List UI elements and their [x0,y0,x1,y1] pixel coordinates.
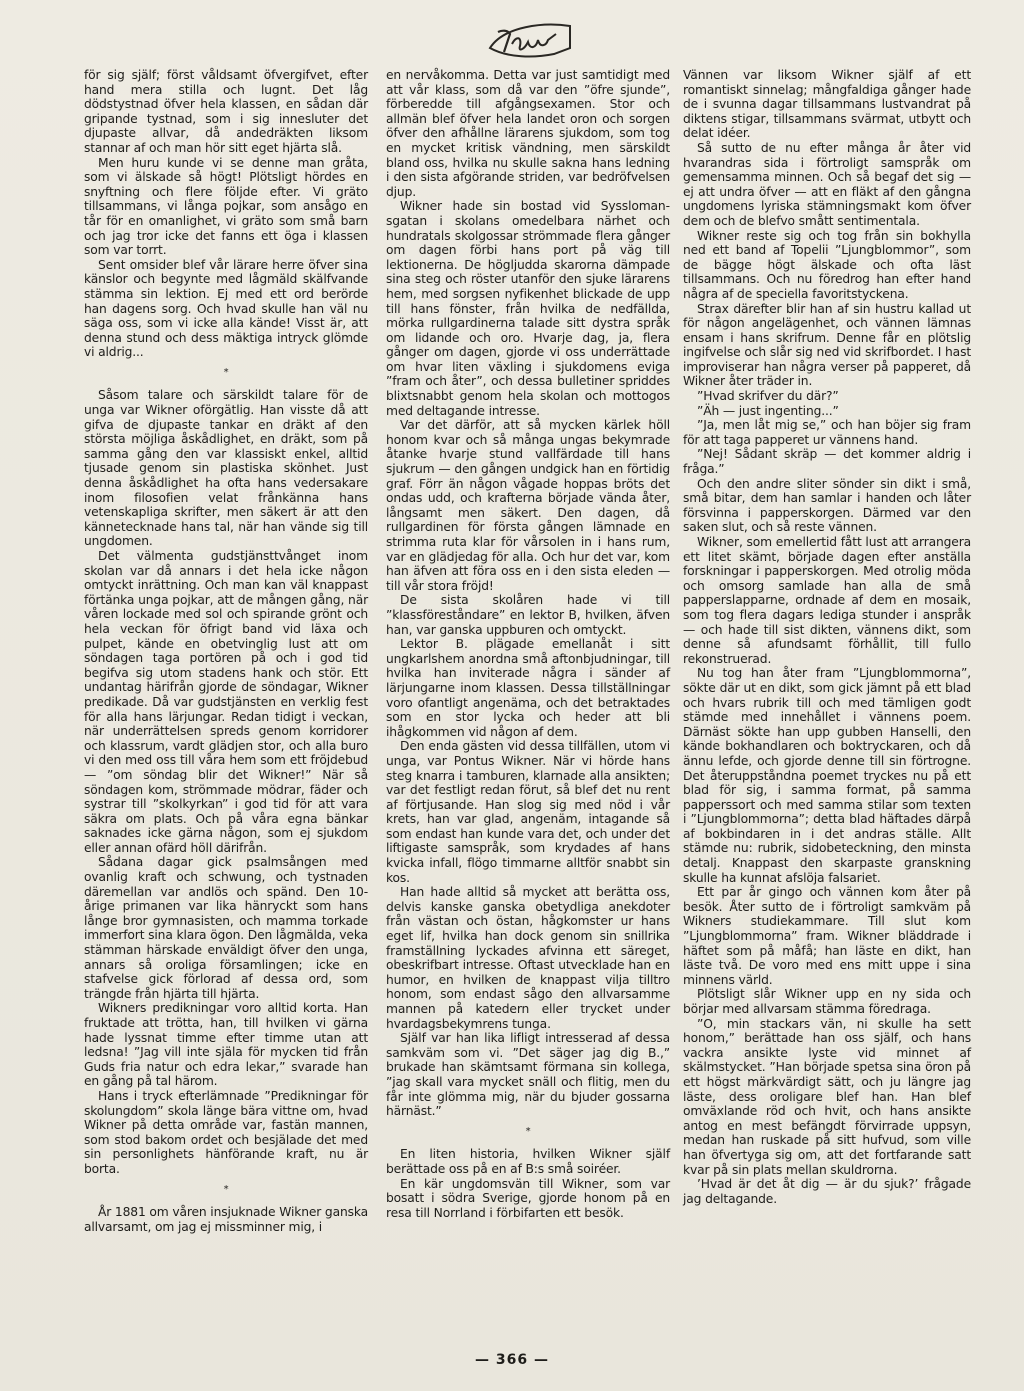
body-paragraph: Själf var han lika lifligt intresserad af dessa samkväm som vi. ”Det säger jag dig B.,” brukade han skämtsamt förmana sin kollega, ”jag skall vara mycket snäll och flitig, men du får inte glömma mig, när du bjuder gossarna härnäst.” [386,1031,670,1119]
body-paragraph: Strax därefter blir han af sin hustru kallad ut för någon angelägenhet, och vännen lämnas ensam i hans skrifrum. Denne får en plötslig ingifvelse och slår sig ned vid skrifbordet. I hast improviserar han några verser på papperet, då Wikner åter träder in. [683,301,971,389]
idun-logo-icon [484,18,576,64]
body-paragraph: ”Nej! Sådant skräp — det kommer aldrig i fråga.” [683,447,971,477]
masthead-logo [484,18,576,64]
body-paragraph: Var det därför, att så mycken kärlek höll honom kvar och så många ungas bekymrade åtanke hvarje stund vallfärdade till hans sjukrum — den gången undgick han en förtidig graf. Förr än någon vågade hoppas bröts det ondas udd, och krafterna började vända åter, långsamt men säkert. Den dagen, då rullgardinen för första gången lämnade en strimma ruta klar för vårsolen in i hans rum, var en glädjedag för alla. Och hur det var, kom han äfven att föra oss en i den sista eleden — till vår stora fröjd! [386,418,670,593]
body-paragraph: Sent omsider blef vår lärare herre öfver sina känslor och begynte med lågmäld skälfvande stämma sin lektion. Ej med ett ord berörde han dagens sorg. Och hvad skulle han väl nu säga oss, som vi icke alla kände! Visst är, att denna stund och dess mäktiga intryck glömde vi aldrig... [84,257,368,360]
body-paragraph: Så sutto de nu efter många år åter vid hvarandras sida i förtroligt samspråk om gemensamma minnen. Och så begaf det sig — ej att undra öfver — att en fläkt af den gångna ungdomens lyriska stämningsmakt kom öfver dem och de blefvo smått sentimentala. [683,140,971,228]
body-paragraph: En kär ungdomsvän till Wikner, som var bosatt i södra Sverige, gjorde honom på en resa till Norrland i förbifarten ett besök. [386,1176,670,1220]
section-divider-star: * [525,1125,531,1137]
body-paragraph: Sådana dagar gick psalmsången med ovanlig kraft och schwung, och tystnaden däremellan var andlös och spänd. Den 10-årige primanen var lika hänryckt som hans långe bror gymnasisten, och mamma torkade immerfort sina klara ögon. Den lågmälda, veka stämman härskade enväldigt öfver den unga, annars så oroliga församlingen; icke en stafvelse gick förlorad af dessa ord, som trängde från hjärta till hjärta. [84,855,368,1001]
body-paragraph: Wikners predikningar voro alltid korta. Han fruktade att trötta, han, till hvilken vi gärna hade lyssnat timme efter timme utan att ledsna! ”Jag vill inte själa för mycken tid från Guds fria natur och edra lekar,” svarade han en gång på tal härom. [84,1001,368,1089]
body-paragraph: Wikner hade sin bostad vid Sysslomansgatan i skolans omedelbara närhet och hundratals skolgossar strömmade flera gånger om dagen förbi hans port på väg till lektionerna. De högljudda skarorna dämpade sina steg och röster utanför den sjuke lärarens hem, med sorgsen nyfikenhet blickade de upp till hans fönster, från hvilka de nedfällda, mörka rullgardinerna talade sitt dystra språk om lidande och oro. Hvarje dag, ja, flera gånger om dagen, gjorde vi oss underrättade om hvar liten växling i sjukdomens eviga ”fram och åter”, och dessa bulletiner spriddes blixtsnabbt genom hela skolan och mottogos med deltagande intresse. [386,199,670,418]
body-paragraph: Såsom talare och särskildt talare för de unga var Wikner oförgätlig. Han visste då att gifva de djupaste tankar en dräkt af den största möjliga åskådlighet, en dräkt, som på samma gång den var klassiskt enkel, alltid tjusade genom sin plastiska skönhet. Just denna åskådlighet ha ofta hans vedersakare inom filosofien velat frånkänna hans vetenskapliga skrifter, men säkert är att den kännetecknade hans tal, när han vände sig till ungdomen. [84,388,368,549]
body-paragraph: Och den andre sliter sönder sin dikt i små, små bitar, dem han samlar i handen och låter försvinna i papperskorgen. Därmed var den saken slut, och så reste vännen. [683,476,971,535]
logo-text: Idun [513,33,547,49]
body-paragraph: Det välmenta gudstjänsttvånget inom skolan var då annars i det hela icke någon omtyckt inrättning. Och man kan väl knappast förtänka unga pojkar, att de mången gång, när våren lockade med sol och spirande grönt och hela veckan för öfrigt band vid läxa och pulpet, kände en obetvinglig lust att om söndagen taga portören på och i god tid begifva sig utom stadens hank och stör. Ett undantag härifrån gjorde de söndagar, Wikner predikade. Då var gudstjänsten en verklig fest för alla hans lärjungar. Redan tidigt i veckan, när underrättelsen spreds genom korridorer och klassrum, vardt glädjen stor, och alla buro vi den med oss till våra hem som ett fröjdebud — ”om söndag blir det Wikner!” När så söndagen kom, strömmade mödrar, fäder och systrar till ”skolkyrkan” i god tid för att vara säkra om plats. Och på våra egna bänkar saknades icke gärna någon, som ej sjukdom eller annan ofärd höll därifrån. [84,549,368,855]
body-paragraph: En liten historia, hvilken Wikner själf berättade oss på en af B:s små soiréer. [386,1147,670,1176]
body-paragraph: År 1881 om våren insjuknade Wikner ganska allvarsamt, om jag ej missminner mig, i [84,1205,368,1234]
body-paragraph: Hans i tryck efterlämnade ”Predikningar för skolungdom” skola länge bära vittne om, hvad Wikner på detta område var, fastän mannen, som stod bakom ordet och besjälade det med sin personlighets hänförande kraft, nu är borta. [84,1088,368,1176]
text-column-1 [84,68,368,1234]
body-paragraph: ”Äh — just ingenting...” [697,403,839,418]
body-paragraph: en nervåkomma. Detta var just samtidigt med att vår klass, som då var den ”öfre sjunde”, förberedde till afgångsexamen. Stor och allmän blef öfver hela landet oron och sorgen öfver den afhållne lärarens sjukdom, som tog en mycket kritisk vändning, men särskildt bland oss, hvilka nu skulle sakna hans ledning i den sista afgörande striden, var bedröfvelsen djup. [386,68,670,199]
body-paragraph: ”O, min stackars vän, ni skulle ha sett honom,” berättade han oss själf, och hans vackra ansikte lyste vid minnet af skälmstycket. ”Han började spetsa sina öron på ett högst märkvärdigt sätt, och ju längre jag läste, dess oroligare blef han. Han blef omväxlande röd och hvit, och hans ansikte antog en mest befängdt förvirrade uppsyn, medan han ruskade på sitt hufvud, som ville han öfvertyga sig om, att det fortfarande satt kvar på sin plats mellan skuldrorna. [683,1016,971,1177]
body-paragraph: Wikner reste sig och tog från sin bokhylla ned ett band af Topelii ”Ljungblommor”, som de bägge högt älskade och ofta läst tillsammans. Och nu föredrog han efter hand några af de speciella favoritstyckena. [683,228,971,301]
body-paragraph: Vännen var liksom Wikner själf af ett romantiskt sinnelag; mångfaldiga gånger hade de i svunna dagar tillsammans lustvandrat på diktens stigar, tillsammans svärmat, utbytt och delat idéer. [683,68,971,141]
body-paragraph: för sig själf; först våldsamt öfvergifvet, efter hand mera stilla och lugnt. Det låg dödstystnad öfver hela klassen, en sådan där gripande tystnad, som i sig innesluter det djupaste allvar, då andedräkten liksom stannar af och man hör sitt eget hjärta slå. [84,68,368,155]
body-paragraph: ’Hvad är det åt dig — är du sjuk?’ frågade jag deltagande. [683,1177,971,1206]
body-paragraph: ”Hvad skrifver du där?” [697,389,839,404]
page-number: — 366 — [475,1352,549,1368]
body-paragraph: Den enda gästen vid dessa tillfällen, utom vi unga, var Pontus Wikner. När vi hörde hans steg knarra i tamburen, klarnade alla ansikten; var det festligt redan förut, så blef det nu rent af förtjusande. Han slog sig med nöd i vår krets, han var glad, angenäm, intagande så som endast han kunde vara det, och under det liftigaste samspråk, som krydades af hans kvicka infall, flögo timmarne alltför snabbt sin kos. [386,739,670,885]
text-column-2 [386,68,670,1220]
body-paragraph: Plötsligt slår Wikner upp en ny sida och börjar med allvarsam stämma föredraga. [683,987,971,1016]
body-paragraph: Men huru kunde vi se denne man gråta, som vi älskade så högt! Plötsligt hördes en snyftning och flere följde efter. Vi gräto tillsammans, vi långa pojkar, som ansågo en tår för en omanlighet, vi gräto som små barn och jag tror icke det fanns ett öga i klassen som var torrt. [84,155,368,258]
section-divider-star: * [223,1183,229,1195]
body-paragraph: De sista skolåren hade vi till ”klassföreståndare” en lektor B, hvilken, äfven han, var ganska uppburen och omtyckt. [386,593,670,637]
body-paragraph: Lektor B. plägade emellanåt i sitt ungkarlshem anordna små aftonbjudningar, till hvilka han inviterade några i sänder af lärjungarne inom klassen. Dessa tillställningar voro ofantligt angenäma, och det betraktades som en stor lycka och heder att bli ihågkommen vid någon af dem. [386,637,670,739]
body-paragraph: Ett par år gingo och vännen kom åter på besök. Åter sutto de i förtroligt samkväm på Wikners studiekammare. Till slut kom ”Ljungblommorna” fram. Wikner bläddrade i häftet som på måfå; han läste en dikt, han läste två. De voro med ens mitt uppe i sina minnens värld. [683,885,971,987]
body-paragraph: Wikner, som emellertid fått lust att arrangera ett litet skämt, började dagen efter anställa forskningar i papperskorgen. Med otrolig möda och omsorg samlade han alla de små papperslapparne, ordnade af dem en mosaik, som tog flera dagars lediga stunder i anspråk — och hade till sist dikten, vännens dikt, som denne så afundsamt förhållit, till fullo rekonstruerad. [683,535,971,666]
body-paragraph: ”Ja, men låt mig se,” och han böjer sig fram för att taga papperet ur vännens hand. [683,418,971,447]
body-paragraph: Han hade alltid så mycket att berätta oss, delvis kanske ganska obetydliga anekdoter från västan och östan, hågkomster ur hans eget lif, hvilka han dock genom sin snillrika framställning lyckades afvinna ett säreget, obeskrifbart intresse. Oftast utvecklade han en humor, en hvilken de knappast vilja tilltro honom, som endast sågo den allvarsamme mannen på katedern eller trycket under hvardagsbekymrens tunga. [386,885,670,1031]
text-column-3 [683,68,971,1206]
section-divider-star: * [223,366,229,378]
body-paragraph: Nu tog han åter fram ”Ljungblommorna”, sökte där ut en dikt, som gick jämnt på ett blad och hvars rubrik till och med tämligen godt stämde med innehållet i vännens poem. Därnäst sökte han upp gubben Hanselli, den kände bokhandlaren och boktryckaren, och då ännu lefde, och gjorde denne till sin förtrogne. Det återuppståndna poemet tryckes nu på ett blad för sig, i samma format, på samma papperssort och med samma stilar som texten i ”Ljungblommorna”; detta blad häftades därpå af bokbindaren in i det andras ställe. Allt stämde nu: rubrik, sidobeteckning, den minsta detalj. Knappast den skarpaste granskning skulle ha kunnat afslöja falsariet. [683,666,971,885]
